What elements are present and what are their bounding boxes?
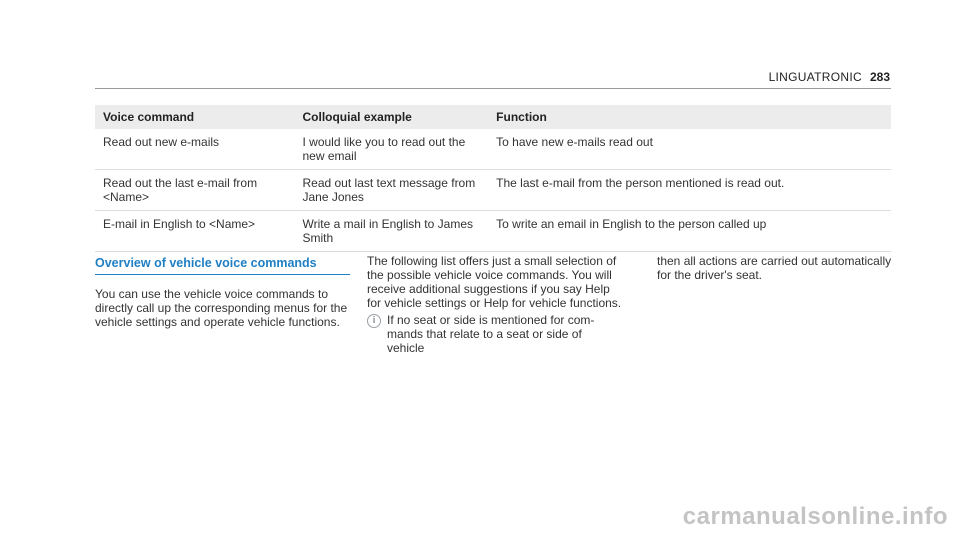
- info-icon: i: [367, 314, 381, 328]
- column-header: Function: [488, 105, 891, 129]
- note-text-continued: then all actions are carried out automatically for the driver's seat.: [657, 254, 892, 282]
- text-column-1: [95, 256, 350, 329]
- page-number: 283: [869, 70, 890, 84]
- body-paragraph: The following list offers just a small selection of the possible vehicle voice commands. You will receive additional suggestions if you say Help for vehicle settings or Help for vehicle functions.: [367, 254, 622, 310]
- table-row: [95, 170, 891, 211]
- voice-command-cell: E-mail in English to <Name>: [95, 211, 294, 252]
- note-text-start: If no seat or side is mentioned for com-​mands that relate to a seat or side of vehicle: [387, 313, 595, 355]
- colloquial-example-cell: I would like you to read out the new email: [294, 129, 488, 170]
- column-header: Colloquial example: [294, 105, 488, 129]
- page-header: [769, 70, 890, 84]
- voice-command-table: [95, 105, 891, 252]
- section-heading: Overview of vehicle voice commands: [95, 256, 350, 275]
- text-column-3: [657, 254, 897, 282]
- info-note: [367, 313, 622, 355]
- text-column-2: [367, 254, 622, 355]
- voice-command-cell: Read out new e-mails: [95, 129, 294, 170]
- colloquial-example-cell: Read out last text message from Jane Jones: [294, 170, 488, 211]
- table-header-row: [95, 105, 891, 129]
- intro-paragraph: You can use the vehicle voice commands to directly call up the corresponding menus for the vehicle settings and operate vehicle functions.: [95, 287, 348, 329]
- column-header: Voice command: [95, 105, 294, 129]
- colloquial-example-cell: Write a mail in English to James Smith: [294, 211, 488, 252]
- watermark: carmanualsonline.info: [682, 503, 948, 530]
- function-cell: The last e-mail from the person mentioned is read out.: [488, 170, 891, 211]
- running-section-title: LINGUATRONIC: [768, 70, 862, 84]
- function-cell: To have new e-mails read out: [488, 129, 891, 170]
- function-cell: To write an email in English to the person called up: [488, 211, 891, 252]
- header-rule: [95, 88, 891, 89]
- voice-command-cell: Read out the last e-mail from <Name>: [95, 170, 294, 211]
- table-row: [95, 211, 891, 252]
- table-row: [95, 129, 891, 170]
